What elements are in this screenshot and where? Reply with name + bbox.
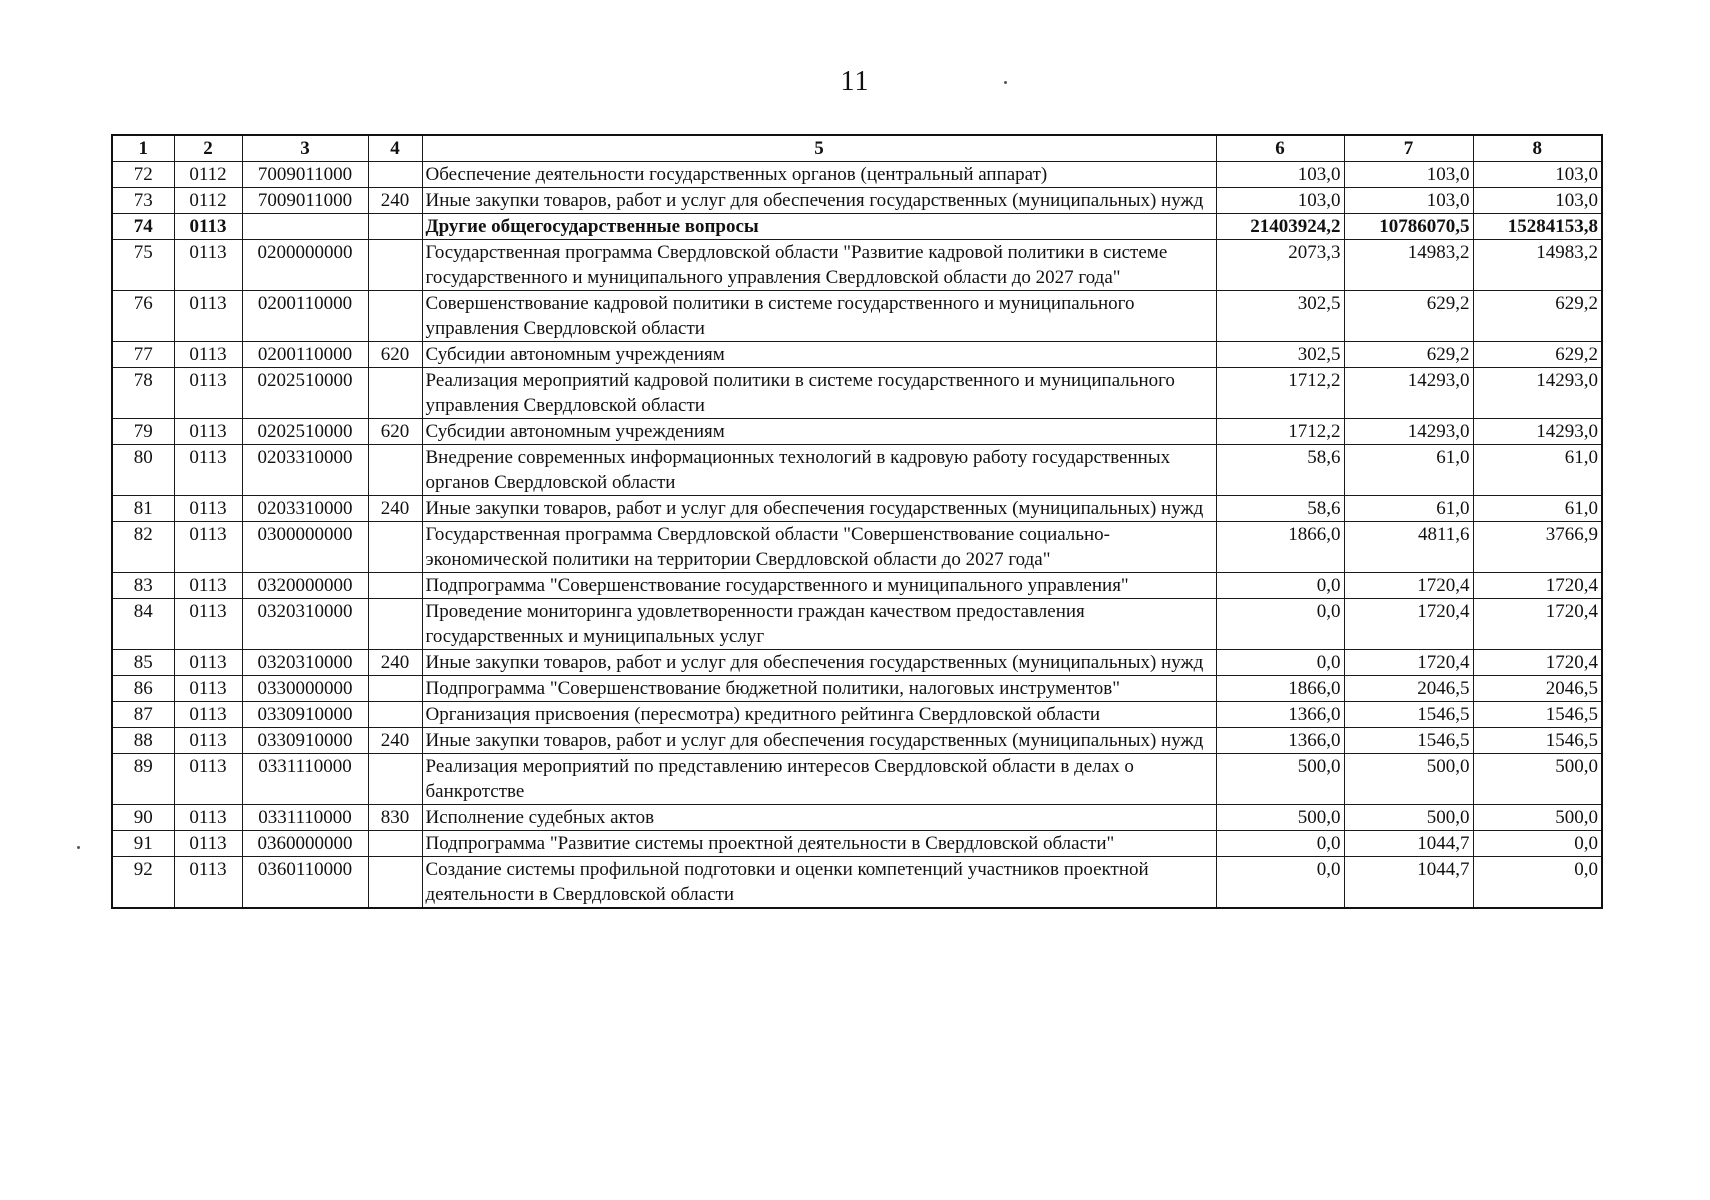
- amount-col6-cell: 500,0: [1216, 805, 1344, 831]
- row-number-cell: 83: [112, 573, 174, 599]
- amount-col7-cell: 1044,7: [1344, 857, 1473, 909]
- amount-col6-cell: 1712,2: [1216, 419, 1344, 445]
- amount-col8-cell: 15284153,8: [1473, 214, 1602, 240]
- amount-col6-cell: 58,6: [1216, 445, 1344, 496]
- section-code-cell: 0112: [174, 188, 242, 214]
- expense-type-cell: [368, 240, 422, 291]
- amount-col8-cell: 500,0: [1473, 805, 1602, 831]
- table-row: [112, 728, 1602, 754]
- article-code-cell: 0330910000: [242, 728, 368, 754]
- table-row: [112, 676, 1602, 702]
- amount-col8-cell: 61,0: [1473, 496, 1602, 522]
- column-header: 3: [242, 135, 368, 162]
- expense-type-cell: [368, 291, 422, 342]
- row-number-cell: 79: [112, 419, 174, 445]
- item-name-cell: Организация присвоения (пересмотра) кредитного рейтинга Свердловской области: [422, 702, 1216, 728]
- table-header-row: [112, 135, 1602, 162]
- section-code-cell: 0113: [174, 857, 242, 909]
- amount-col6-cell: 302,5: [1216, 342, 1344, 368]
- amount-col8-cell: 1720,4: [1473, 650, 1602, 676]
- amount-col6-cell: 58,6: [1216, 496, 1344, 522]
- article-code-cell: 0320000000: [242, 573, 368, 599]
- table-row: [112, 162, 1602, 188]
- amount-col7-cell: 629,2: [1344, 291, 1473, 342]
- amount-col6-cell: 0,0: [1216, 831, 1344, 857]
- section-code-cell: 0113: [174, 831, 242, 857]
- amount-col8-cell: 629,2: [1473, 342, 1602, 368]
- amount-col6-cell: 500,0: [1216, 754, 1344, 805]
- row-number-cell: 85: [112, 650, 174, 676]
- item-name-cell: Подпрограмма "Совершенствование бюджетной политики, налоговых инструментов": [422, 676, 1216, 702]
- amount-col6-cell: 1366,0: [1216, 728, 1344, 754]
- article-code-cell: 0200110000: [242, 291, 368, 342]
- amount-col7-cell: 10786070,5: [1344, 214, 1473, 240]
- amount-col7-cell: 1720,4: [1344, 573, 1473, 599]
- article-code-cell: 0360110000: [242, 857, 368, 909]
- scan-speck: [1004, 81, 1007, 84]
- row-number-cell: 73: [112, 188, 174, 214]
- row-number-cell: 72: [112, 162, 174, 188]
- amount-col8-cell: 629,2: [1473, 291, 1602, 342]
- item-name-cell: Реализация мероприятий кадровой политики в системе государственного и муниципального управления Свердловской области: [422, 368, 1216, 419]
- amount-col7-cell: 1720,4: [1344, 599, 1473, 650]
- item-name-cell: Иные закупки товаров, работ и услуг для обеспечения государственных (муниципальных) нужд: [422, 650, 1216, 676]
- table-row: [112, 214, 1602, 240]
- amount-col7-cell: 103,0: [1344, 162, 1473, 188]
- table-row: [112, 445, 1602, 496]
- expense-type-cell: [368, 522, 422, 573]
- expense-type-cell: [368, 599, 422, 650]
- column-header: 6: [1216, 135, 1344, 162]
- amount-col8-cell: 61,0: [1473, 445, 1602, 496]
- row-number-cell: 74: [112, 214, 174, 240]
- section-code-cell: 0113: [174, 214, 242, 240]
- item-name-cell: Внедрение современных информационных технологий в кадровую работу государственных органов Свердловской области: [422, 445, 1216, 496]
- amount-col6-cell: 0,0: [1216, 650, 1344, 676]
- amount-col8-cell: 103,0: [1473, 162, 1602, 188]
- amount-col6-cell: 103,0: [1216, 162, 1344, 188]
- item-name-cell: Исполнение судебных актов: [422, 805, 1216, 831]
- amount-col7-cell: 1546,5: [1344, 728, 1473, 754]
- article-code-cell: 7009011000: [242, 188, 368, 214]
- item-name-cell: Реализация мероприятий по представлению интересов Свердловской области в делах о банкротстве: [422, 754, 1216, 805]
- section-code-cell: 0113: [174, 240, 242, 291]
- article-code-cell: 0300000000: [242, 522, 368, 573]
- row-number-cell: 78: [112, 368, 174, 419]
- amount-col6-cell: 1366,0: [1216, 702, 1344, 728]
- item-name-cell: Иные закупки товаров, работ и услуг для обеспечения государственных (муниципальных) нужд: [422, 188, 1216, 214]
- section-code-cell: 0113: [174, 676, 242, 702]
- expense-type-cell: 620: [368, 342, 422, 368]
- row-number-cell: 88: [112, 728, 174, 754]
- section-code-cell: 0113: [174, 599, 242, 650]
- amount-col7-cell: 14983,2: [1344, 240, 1473, 291]
- amount-col7-cell: 2046,5: [1344, 676, 1473, 702]
- amount-col7-cell: 103,0: [1344, 188, 1473, 214]
- item-name-cell: Иные закупки товаров, работ и услуг для обеспечения государственных (муниципальных) нужд: [422, 496, 1216, 522]
- table-row: [112, 754, 1602, 805]
- amount-col6-cell: 1866,0: [1216, 522, 1344, 573]
- article-code-cell: 0330000000: [242, 676, 368, 702]
- expense-type-cell: [368, 214, 422, 240]
- table-row: [112, 857, 1602, 909]
- amount-col8-cell: 14293,0: [1473, 368, 1602, 419]
- amount-col6-cell: 1866,0: [1216, 676, 1344, 702]
- item-name-cell: Государственная программа Свердловской области "Совершенствование социально-экономической политики на территории Свердловской области до 2027 года": [422, 522, 1216, 573]
- item-name-cell: Государственная программа Свердловской области "Развитие кадровой политики в системе государственного и муниципального управления Свердловской области до 2027 года": [422, 240, 1216, 291]
- section-code-cell: 0113: [174, 445, 242, 496]
- expense-type-cell: 830: [368, 805, 422, 831]
- article-code-cell: 0200000000: [242, 240, 368, 291]
- amount-col7-cell: 1546,5: [1344, 702, 1473, 728]
- article-code-cell: 7009011000: [242, 162, 368, 188]
- amount-col8-cell: 14293,0: [1473, 419, 1602, 445]
- article-code-cell: 0320310000: [242, 599, 368, 650]
- table-row: [112, 573, 1602, 599]
- row-number-cell: 76: [112, 291, 174, 342]
- amount-col8-cell: 103,0: [1473, 188, 1602, 214]
- section-code-cell: 0113: [174, 522, 242, 573]
- expense-type-cell: [368, 857, 422, 909]
- column-header: 7: [1344, 135, 1473, 162]
- amount-col7-cell: 500,0: [1344, 805, 1473, 831]
- expense-type-cell: [368, 831, 422, 857]
- row-number-cell: 92: [112, 857, 174, 909]
- amount-col7-cell: 61,0: [1344, 445, 1473, 496]
- table-row: [112, 291, 1602, 342]
- table-row: [112, 805, 1602, 831]
- table-row: [112, 831, 1602, 857]
- budget-table: [111, 134, 1603, 909]
- column-header: 5: [422, 135, 1216, 162]
- page-number: 11: [840, 66, 870, 97]
- section-code-cell: 0113: [174, 702, 242, 728]
- amount-col7-cell: 61,0: [1344, 496, 1473, 522]
- table-row: [112, 702, 1602, 728]
- article-code-cell: 0320310000: [242, 650, 368, 676]
- row-number-cell: 87: [112, 702, 174, 728]
- amount-col6-cell: 1712,2: [1216, 368, 1344, 419]
- article-code-cell: [242, 214, 368, 240]
- table-row: [112, 522, 1602, 573]
- amount-col6-cell: 0,0: [1216, 857, 1344, 909]
- item-name-cell: Другие общегосударственные вопросы: [422, 214, 1216, 240]
- item-name-cell: Субсидии автономным учреждениям: [422, 419, 1216, 445]
- row-number-cell: 77: [112, 342, 174, 368]
- table-row: [112, 342, 1602, 368]
- amount-col8-cell: 500,0: [1473, 754, 1602, 805]
- section-code-cell: 0113: [174, 291, 242, 342]
- table-row: [112, 496, 1602, 522]
- expense-type-cell: 240: [368, 728, 422, 754]
- amount-col7-cell: 1044,7: [1344, 831, 1473, 857]
- item-name-cell: Субсидии автономным учреждениям: [422, 342, 1216, 368]
- amount-col6-cell: 0,0: [1216, 599, 1344, 650]
- item-name-cell: Создание системы профильной подготовки и оценки компетенций участников проектной деятельности в Свердловской области: [422, 857, 1216, 909]
- amount-col8-cell: 1720,4: [1473, 599, 1602, 650]
- amount-col8-cell: 1720,4: [1473, 573, 1602, 599]
- expense-type-cell: 240: [368, 188, 422, 214]
- table-row: [112, 240, 1602, 291]
- expense-type-cell: 240: [368, 650, 422, 676]
- amount-col7-cell: 1720,4: [1344, 650, 1473, 676]
- section-code-cell: 0113: [174, 805, 242, 831]
- amount-col8-cell: 1546,5: [1473, 728, 1602, 754]
- amount-col8-cell: 0,0: [1473, 831, 1602, 857]
- section-code-cell: 0113: [174, 496, 242, 522]
- row-number-cell: 84: [112, 599, 174, 650]
- expense-type-cell: 620: [368, 419, 422, 445]
- amount-col7-cell: 14293,0: [1344, 368, 1473, 419]
- section-code-cell: 0113: [174, 728, 242, 754]
- section-code-cell: 0113: [174, 342, 242, 368]
- scan-speck: [77, 846, 80, 849]
- article-code-cell: 0202510000: [242, 419, 368, 445]
- expense-type-cell: [368, 573, 422, 599]
- article-code-cell: 0202510000: [242, 368, 368, 419]
- table-row: [112, 419, 1602, 445]
- amount-col6-cell: 2073,3: [1216, 240, 1344, 291]
- expense-type-cell: [368, 368, 422, 419]
- amount-col8-cell: 14983,2: [1473, 240, 1602, 291]
- section-code-cell: 0113: [174, 419, 242, 445]
- article-code-cell: 0331110000: [242, 754, 368, 805]
- amount-col6-cell: 103,0: [1216, 188, 1344, 214]
- amount-col7-cell: 629,2: [1344, 342, 1473, 368]
- table-row: [112, 188, 1602, 214]
- article-code-cell: 0200110000: [242, 342, 368, 368]
- expense-type-cell: [368, 162, 422, 188]
- amount-col7-cell: 4811,6: [1344, 522, 1473, 573]
- row-number-cell: 86: [112, 676, 174, 702]
- article-code-cell: 0203310000: [242, 445, 368, 496]
- section-code-cell: 0113: [174, 368, 242, 419]
- column-header: 4: [368, 135, 422, 162]
- column-header: 1: [112, 135, 174, 162]
- section-code-cell: 0113: [174, 573, 242, 599]
- row-number-cell: 91: [112, 831, 174, 857]
- article-code-cell: 0203310000: [242, 496, 368, 522]
- table-row: [112, 599, 1602, 650]
- item-name-cell: Подпрограмма "Развитие системы проектной деятельности в Свердловской области": [422, 831, 1216, 857]
- article-code-cell: 0331110000: [242, 805, 368, 831]
- expense-type-cell: [368, 754, 422, 805]
- amount-col7-cell: 500,0: [1344, 754, 1473, 805]
- amount-col7-cell: 14293,0: [1344, 419, 1473, 445]
- item-name-cell: Подпрограмма "Совершенствование государственного и муниципального управления": [422, 573, 1216, 599]
- item-name-cell: Совершенствование кадровой политики в системе государственного и муниципального управления Свердловской области: [422, 291, 1216, 342]
- table-body: [112, 162, 1602, 909]
- amount-col6-cell: 302,5: [1216, 291, 1344, 342]
- row-number-cell: 89: [112, 754, 174, 805]
- amount-col8-cell: 0,0: [1473, 857, 1602, 909]
- expense-type-cell: [368, 445, 422, 496]
- item-name-cell: Проведение мониторинга удовлетворенности граждан качеством предоставления государственных и муниципальных услуг: [422, 599, 1216, 650]
- amount-col8-cell: 2046,5: [1473, 676, 1602, 702]
- row-number-cell: 90: [112, 805, 174, 831]
- row-number-cell: 80: [112, 445, 174, 496]
- section-code-cell: 0113: [174, 754, 242, 805]
- table-row: [112, 368, 1602, 419]
- column-header: 2: [174, 135, 242, 162]
- row-number-cell: 82: [112, 522, 174, 573]
- row-number-cell: 75: [112, 240, 174, 291]
- article-code-cell: 0360000000: [242, 831, 368, 857]
- expense-type-cell: 240: [368, 496, 422, 522]
- amount-col8-cell: 1546,5: [1473, 702, 1602, 728]
- row-number-cell: 81: [112, 496, 174, 522]
- section-code-cell: 0113: [174, 650, 242, 676]
- amount-col6-cell: 0,0: [1216, 573, 1344, 599]
- item-name-cell: Обеспечение деятельности государственных органов (центральный аппарат): [422, 162, 1216, 188]
- column-header: 8: [1473, 135, 1602, 162]
- article-code-cell: 0330910000: [242, 702, 368, 728]
- item-name-cell: Иные закупки товаров, работ и услуг для обеспечения государственных (муниципальных) нужд: [422, 728, 1216, 754]
- amount-col8-cell: 3766,9: [1473, 522, 1602, 573]
- expense-type-cell: [368, 702, 422, 728]
- table-row: [112, 650, 1602, 676]
- section-code-cell: 0112: [174, 162, 242, 188]
- amount-col6-cell: 21403924,2: [1216, 214, 1344, 240]
- expense-type-cell: [368, 676, 422, 702]
